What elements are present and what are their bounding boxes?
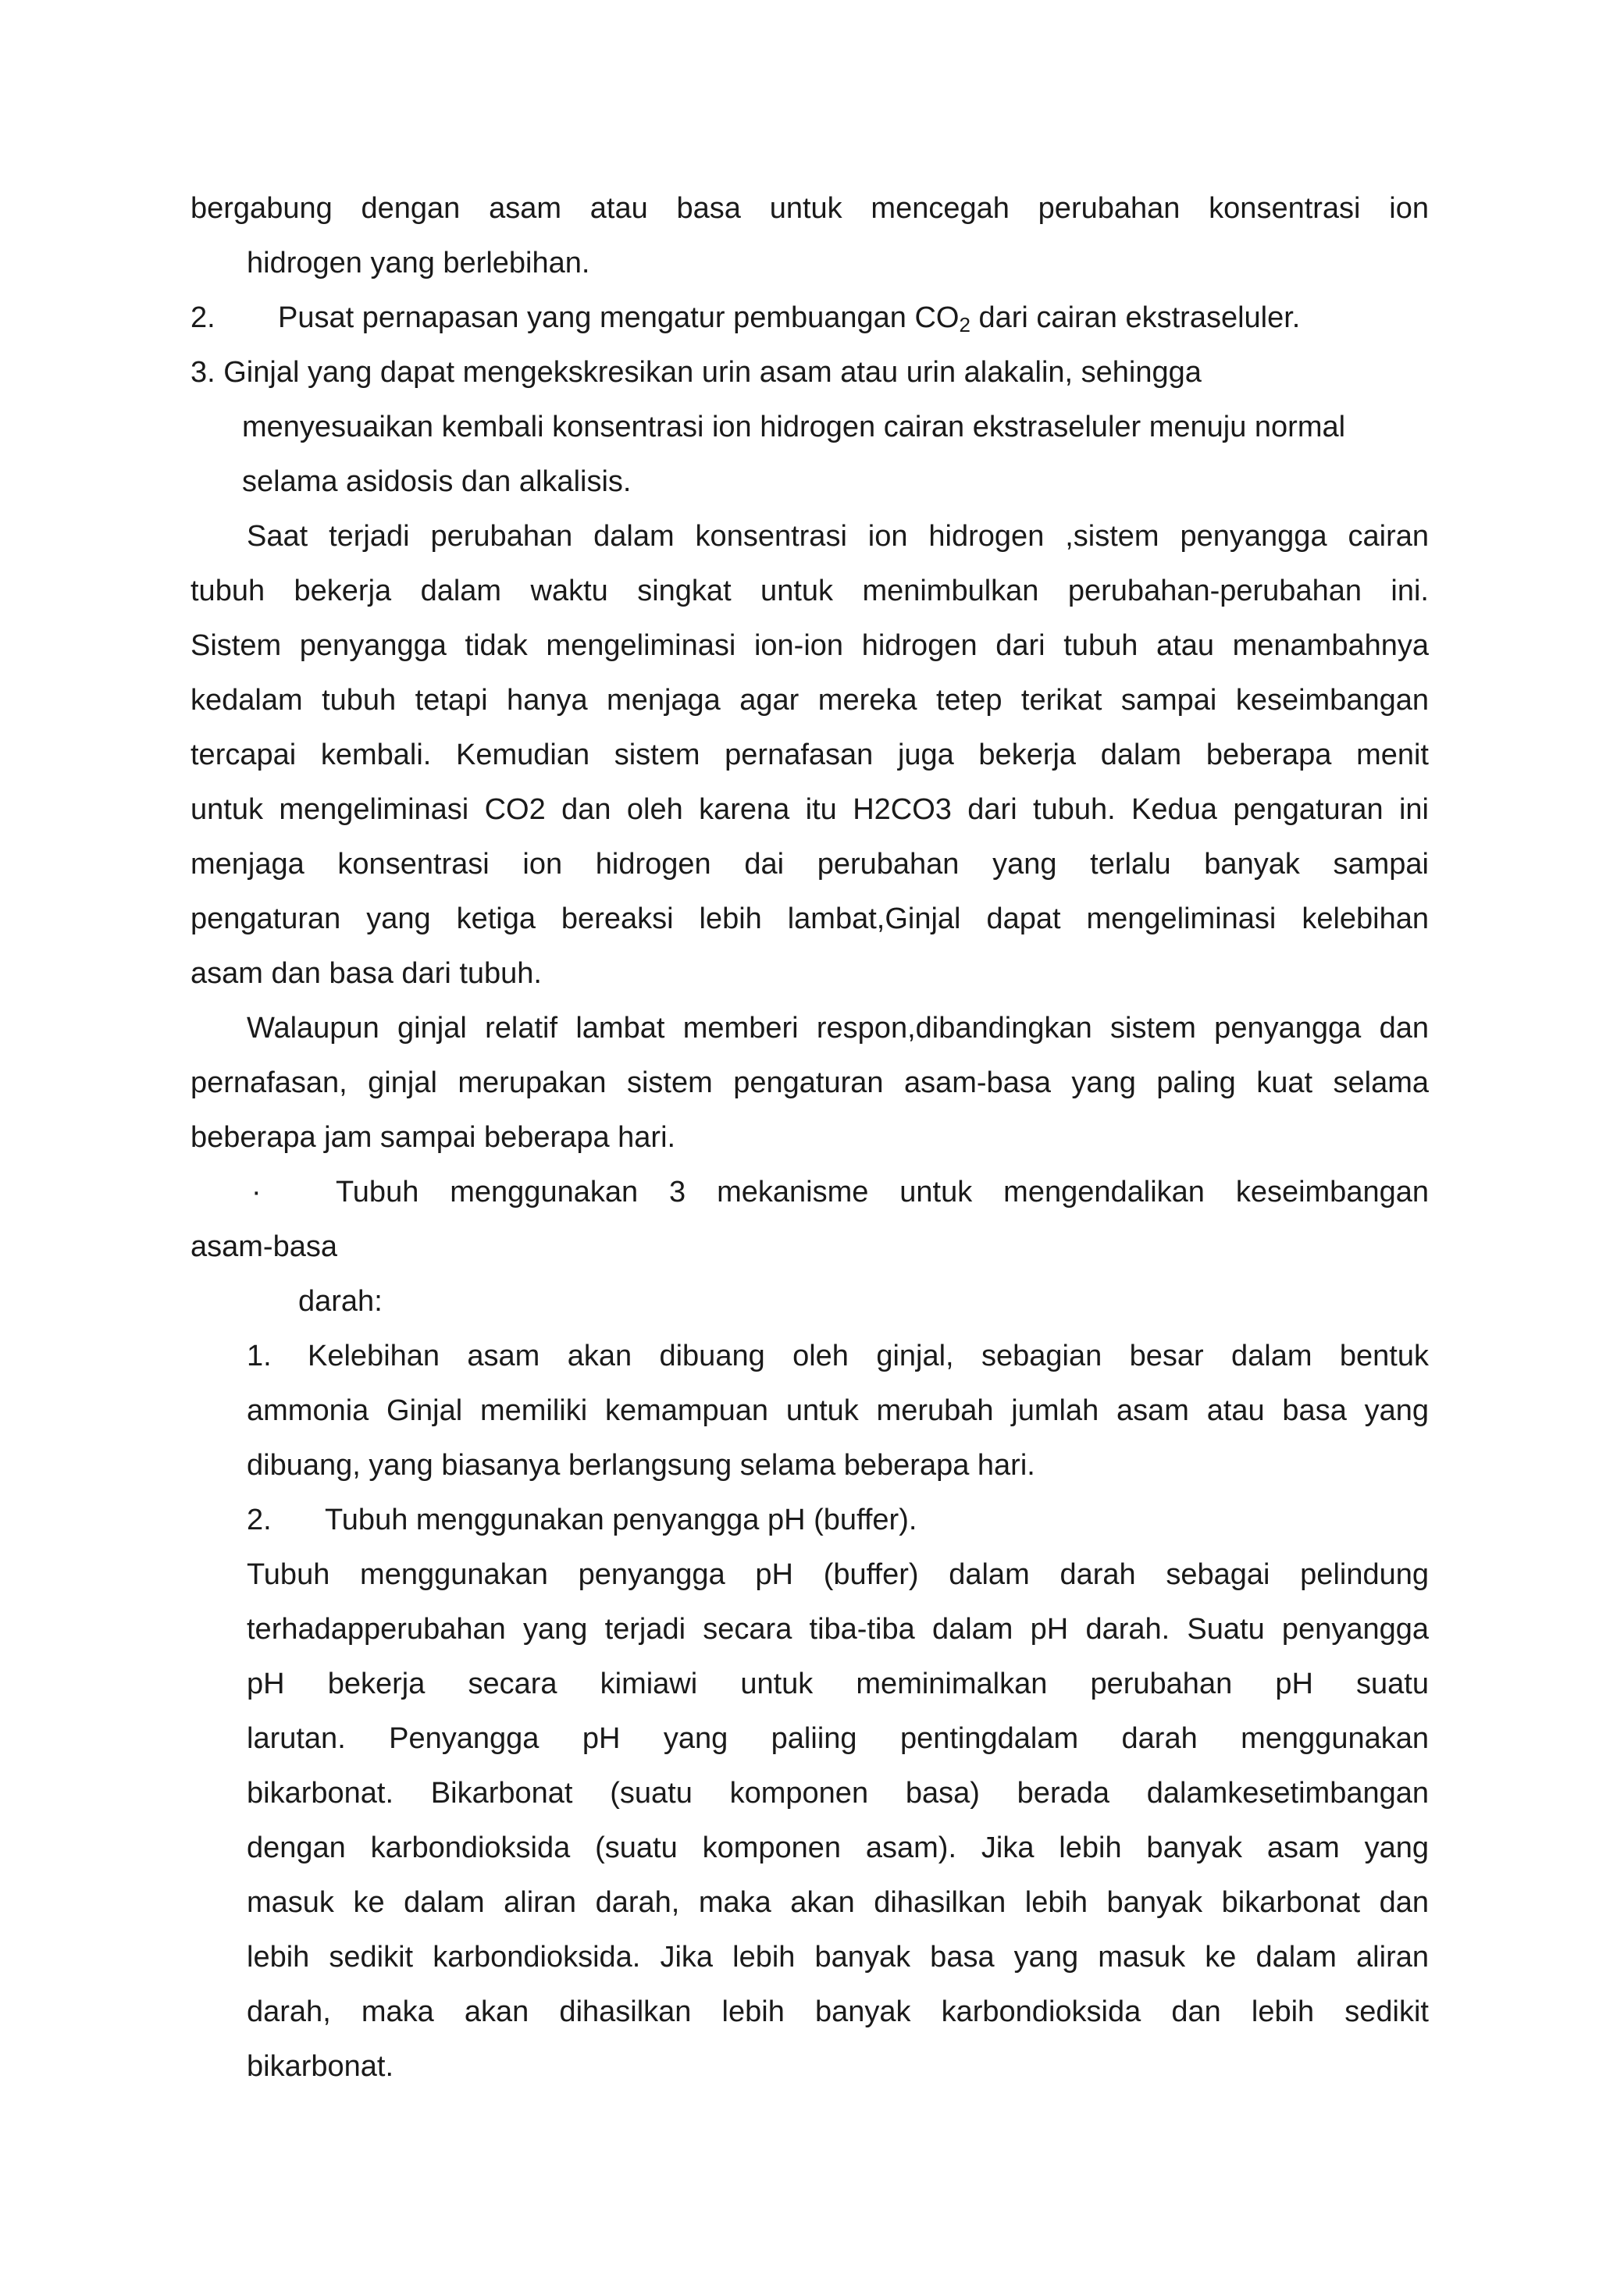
paragraph-line: pH bekerja secara kimiawi untuk meminimalkan perubahan pH suatu	[247, 1668, 1429, 1700]
bullet-text: Tubuh menggunakan 3 mekanisme untuk mengendalikan keseimbangan	[336, 1176, 1429, 1209]
list-number: 1.	[247, 1340, 272, 1372]
list-item-3-line-3: selama asidosis dan alkalisis.	[242, 465, 632, 498]
paragraph-line: bikarbonat. Bikarbonat (suatu komponen basa) berada dalamkesetimbangan	[247, 1777, 1429, 1810]
mechanism-text: Kelebihan asam akan dibuang oleh ginjal, sebagian besar dalam bentuk	[308, 1340, 1429, 1372]
paragraph-line: untuk mengeliminasi CO2 dan oleh karena itu H2CO3 dari tubuh. Kedua pengaturan ini	[191, 793, 1429, 826]
paragraph-line: menjaga konsentrasi ion hidrogen dai perubahan yang terlalu banyak sampai	[191, 848, 1429, 881]
paragraph-line: Saat terjadi perubahan dalam konsentrasi ion hidrogen ,sistem penyangga cairan	[247, 520, 1429, 553]
paragraph-line: asam dan basa dari tubuh.	[191, 957, 542, 990]
list-item-3-line-1: 3. Ginjal yang dapat mengekskresikan urin asam atau urin alakalin, sehingga	[191, 356, 1202, 389]
bullet-text-line-2: asam-basa	[191, 1230, 337, 1263]
paragraph-line: darah, maka akan dihasilkan lebih banyak karbondioksida dan lebih sedikit	[247, 1995, 1429, 2028]
intro-line-2: hidrogen yang berlebihan.	[247, 247, 590, 279]
list-item-text: Pusat pernapasan yang mengatur pembuangan $CO_2$ dari cairan ekstraseluler.	[278, 301, 1301, 336]
paragraph-line: tercapai kembali. Kemudian sistem pernafasan juga bekerja dalam beberapa menit	[191, 739, 1429, 771]
paragraph-line: pengaturan yang ketiga bereaksi lebih lambat,Ginjal dapat mengeliminasi kelebihan	[191, 902, 1429, 935]
paragraph-line: kedalam tubuh tetapi hanya menjaga agar mereka tetep terikat sampai keseimbangan	[191, 684, 1429, 717]
paragraph-line: larutan. Penyangga pH yang paliing pentingdalam darah menggunakan	[247, 1722, 1429, 1755]
paragraph-line: dengan karbondioksida (suatu komponen asam). Jika lebih banyak asam yang	[247, 1831, 1429, 1864]
list-number: 2.	[247, 1504, 272, 1536]
paragraph-line: beberapa jam sampai beberapa hari.	[191, 1121, 676, 1154]
list-item-2	[191, 298, 1429, 337]
paragraph-line: pernafasan, ginjal merupakan sistem pengaturan asam-basa yang paling kuat selama	[191, 1066, 1429, 1099]
mechanism-text-line-3: dibuang, yang biasanya berlangsung selama beberapa hari.	[247, 1449, 1035, 1482]
bullet-icon: ·	[251, 1176, 262, 1209]
paragraph-line: Sistem penyangga tidak mengeliminasi ion-ion hidrogen dari tubuh atau menambahnya	[191, 629, 1429, 662]
paragraph-line: terhadapperubahan yang terjadi secara tiba-tiba dalam pH darah. Suatu penyangga	[247, 1613, 1429, 1646]
mechanism-text-line-2: ammonia Ginjal memiliki kemampuan untuk merubah jumlah asam atau basa yang	[247, 1394, 1429, 1427]
paragraph-line: Walaupun ginjal relatif lambat memberi respon,dibandingkan sistem penyangga dan	[247, 1012, 1429, 1045]
list-number: 2.	[191, 301, 215, 334]
list-item-3-line-2: menyesuaikan kembali konsentrasi ion hidrogen cairan ekstraseluler menuju normal	[242, 411, 1346, 443]
mechanism-text: Tubuh menggunakan penyangga pH (buffer).	[325, 1504, 917, 1536]
paragraph-line: tubuh bekerja dalam waktu singkat untuk menimbulkan perubahan-perubahan ini.	[191, 575, 1429, 607]
bullet-text-line-3: darah:	[298, 1285, 383, 1318]
intro-line-1: bergabung dengan asam atau basa untuk mencegah perubahan konsentrasi ion	[191, 192, 1429, 225]
paragraph-line: lebih sedikit karbondioksida. Jika lebih banyak basa yang masuk ke dalam aliran	[247, 1941, 1429, 1974]
paragraph-line: bikarbonat.	[247, 2050, 394, 2083]
paragraph-line: masuk ke dalam aliran darah, maka akan dihasilkan lebih banyak bikarbonat dan	[247, 1886, 1429, 1919]
paragraph-line: Tubuh menggunakan penyangga pH (buffer) dalam darah sebagai pelindung	[247, 1558, 1429, 1591]
